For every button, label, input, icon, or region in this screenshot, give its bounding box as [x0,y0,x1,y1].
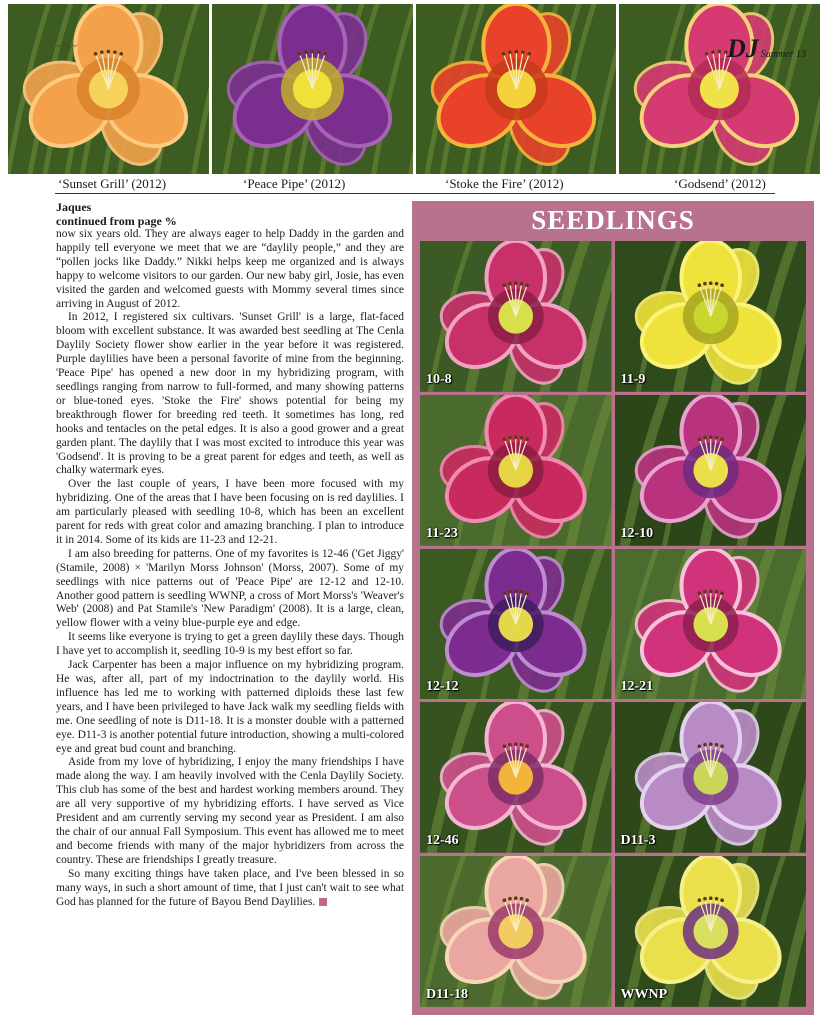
seedling-photo [615,702,807,853]
anther [525,591,529,595]
anther [697,283,701,287]
anther [297,52,301,56]
article-paragraph: It seems like everyone is trying to get a green daylily these days. Though I have yet to accomplish it, seedling 10-9 is my best effort so far. [56,631,404,658]
anther [703,897,707,901]
flower-image [615,549,807,700]
seedling-photo [615,241,807,392]
anther [708,743,712,747]
anther [100,50,104,54]
article-author: Jaques [56,200,92,214]
anther [525,437,529,441]
anther [503,745,507,749]
flower-image [615,241,807,392]
article-paragraph: Jack Carpenter has been a major influence on my hybridizing program. He was, after all, part of my indoctrination to the daylily world. His influence has led me to working with patterned diploids these last few years, and I have been privileged to have Jack walk my seedling fields with me. One seedling of note is D11-18. It is a monster double with a patterned eye. D11-3 is another potential future introduction, showing a multi-colored eye and great bud count and branching. [56,659,404,755]
anther [310,50,314,54]
anther [508,436,512,440]
anther [514,897,518,901]
anther [720,283,724,287]
magazine-issue: Summer 13 [760,49,806,60]
top-photo-strip [8,4,820,174]
anther [714,436,718,440]
photo-sunset-grill [8,4,209,174]
flower-image [619,4,820,174]
anther [501,52,505,56]
anther [520,743,524,747]
seedlings-title: SEEDLINGS [531,205,695,235]
seedling-label: D11-18 [426,987,468,1002]
anther [720,437,724,441]
caption-peace-pipe: ‘Peace Pipe’ (2012) [243,176,346,191]
anther [697,437,701,441]
seedling-photo [420,856,612,1007]
anther [508,50,512,54]
anther [520,282,524,286]
flower-image [615,856,807,1007]
magazine-logo-letters: DJ [726,34,759,63]
seedling-photo [615,856,807,1007]
continued-note: continued from page % [56,214,177,228]
flower-image [615,702,807,853]
article-paragraph-text: So many exciting things have taken place, and I've been blessed in so many ways, in such a short amount of time, that I just can't wait to see what God has planned for the future of Bayou Bend Daylilies. [56,867,404,908]
seedlings-panel [412,201,814,1015]
article-paragraph: now six years old. They are always eager to help Daddy in the garden and happily tell everyone we meet that we are “daylily people,” and they are “pollen jocks like Daddy.” Nikki helps keep me organized and is always happy to welcome visitors to our garden. Our new baby girl, Josie, has even visited the garden and welcomed guests with Mommy several times since arriving in August of 2012. [56,228,404,310]
anther [703,436,707,440]
end-of-article-mark [319,898,327,906]
flower-image [8,4,209,174]
anther [714,590,718,594]
seedling-label: 11-23 [426,525,458,541]
anther [525,899,529,903]
anther [714,282,718,286]
seedling-photo [420,395,612,546]
anther [503,899,507,903]
anther [527,52,531,56]
anther [520,897,524,901]
anther [514,281,518,285]
anther [521,50,525,54]
anther [508,282,512,286]
photo-godsend [619,4,820,174]
anther [503,437,507,441]
anther [508,897,512,901]
seedling-photo [615,395,807,546]
anther [703,743,707,747]
caption-sunset-grill: ‘Sunset Grill’ (2012) [58,176,167,191]
anther [514,589,518,593]
anther [508,743,512,747]
anther [703,282,707,286]
seedling-label: 12-46 [426,833,459,849]
anther [714,897,718,901]
anther [113,50,117,54]
anther [304,50,308,54]
anther [520,590,524,594]
article-paragraph: In 2012, I registered six cultivars. 'Sunset Grill' is a large, flat-faced bloom with excellent substance. It was awarded best seedling at The Cenla Daylily Society flower show earlier in the year before it was registered. Purple daylilies have been a personal favorite of mine from the beginning. 'Peace Pipe' has opened a new door in my hybridizing program, with seedlings ranging from narrow to full-formed, and many showing patterns or blue-toned eyes. 'Stoke the Fire' shows potential for being my breakthrough flower for breeding red teeth. It sometimes has long, red hooks and tentacles on the petal edges. It is also a good grower and a great garden plant. The daylily that I was most excited to introduce this year was 'Godsend'. It is proving to be a great parent for edges and teeth, as well as chalky watermark eyes. [56,311,404,477]
article-body [56,200,404,909]
photo-captions [8,176,820,192]
seedling-label: WWNP [620,987,668,1002]
anther [720,745,724,749]
anther [708,281,712,285]
anther [503,283,507,287]
seedling-label: 11-9 [620,371,646,387]
anther [708,435,712,439]
anther [514,435,518,439]
caption-godsend: ‘Godsend’ (2012) [674,176,766,191]
flower-image [212,4,413,174]
anther [697,591,701,595]
anther [317,50,321,54]
seedlings-grid [420,241,806,1007]
seedling-photo [615,549,807,700]
photo-peace-pipe [212,4,413,174]
anther [508,590,512,594]
caption-stoke-the-fire: ‘Stoke the Fire’ (2012) [445,176,564,191]
seedling-label: 10-8 [426,371,452,387]
caption-divider [55,193,775,194]
flower-image [420,241,612,392]
anther [708,589,712,593]
article-paragraph: Aside from my love of hybridizing, I enjoy the many friendships I have made along the way. I am heavily involved with the Cenla Daylily Society. This club has some of the best and hardest working members around. They are all very supportive of my hybridizing efforts. I have served as Vice President and am currently serving my second year as President. I am also the chair of our annual Fall Symposium. This event has allowed me to meet and become friends with many of the major hybridizers from across the country. These are friendships I greatly treasure. [56,756,404,866]
seedling-label: 12-12 [426,679,459,695]
seedling-photo [420,702,612,853]
anther [703,590,707,594]
anther [94,52,98,56]
article-paragraph-last [56,868,404,910]
anther [119,52,123,56]
flower-image [420,549,612,700]
anther [525,745,529,749]
flower-image [420,702,612,853]
anther [711,50,715,54]
flower-image [615,395,807,546]
magazine-logo [727,34,806,64]
anther [720,899,724,903]
seedling-label: 12-21 [620,679,654,695]
anther [323,52,327,56]
seedling-label: 12-10 [620,525,654,541]
anther [107,50,111,54]
article-paragraph: Over the last couple of years, I have been more focused with my hybridizing. One of the areas that I have been focusing on is red daylilies. I am particularly pleased with seedling 10-8, which has been an excellent parent for reds with great color and amazing branching. I plan to introduce it in 2014. Some of its kids are 11-23 and 12-21. [56,478,404,546]
anther [514,50,518,54]
seedling-label: D11-3 [620,833,656,849]
photo-mark: ~%~ [56,40,78,52]
anther [714,743,718,747]
anther [520,436,524,440]
anther [718,50,722,54]
anther [708,897,712,901]
article-paragraph: I am also breeding for patterns. One of my favorites is 12-46 ('Get Jiggy' (Stamile, 2008) × 'Marilyn Morss Johnson' (Morss, 2007). Some of my seedlings with nice patterns out of 'Peace Pipe' are 12-12 and 12-10. Another good pattern is seedling WWNP, a cross of Mort Morss's 'Weaver's Web' (2008) and Pat Stamile's 'New Paradigm' (2008). It is a large, clean, yellow flower with a veiny blue-purple eye and edge. [56,547,404,630]
anther [697,899,701,903]
seedling-photo [420,549,612,700]
anther [514,743,518,747]
flower-image [420,856,612,1007]
anther [705,52,709,56]
anther [503,591,507,595]
flower-image [416,4,617,174]
anther [525,283,529,287]
photo-stoke-the-fire [416,4,617,174]
seedling-photo [420,241,612,392]
anther [697,745,701,749]
flower-image [420,395,612,546]
anther [720,591,724,595]
